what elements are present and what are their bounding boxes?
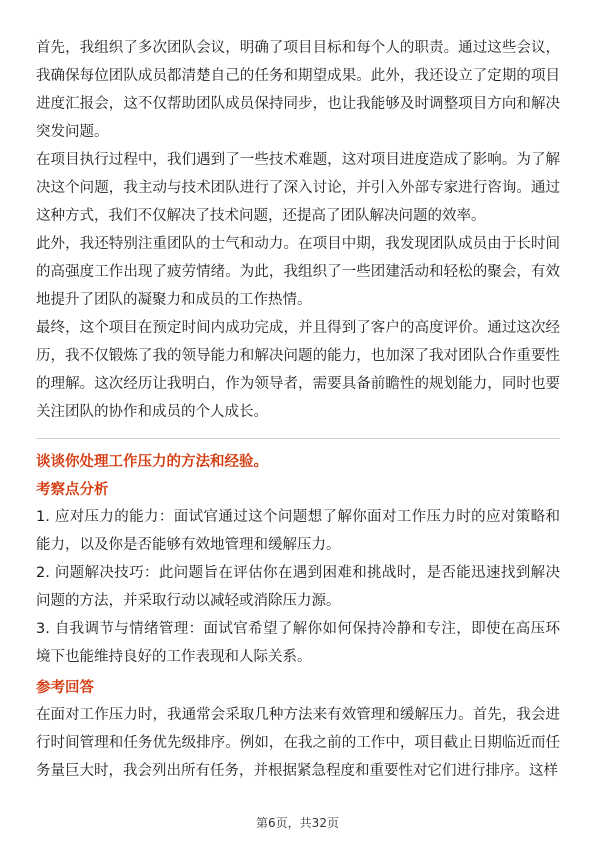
document-page	[36, 34, 560, 785]
analysis-item: 1. 应对压力的能力：面试官通过这个问题想了解你面对工作压力时的应对策略和能力，以及你是否能够有效地管理和缓解压力。	[36, 509, 560, 553]
analysis-item: 2. 问题解决技巧：此问题旨在评估你在遇到困难和挑战时，是否能迅速找到解决问题的方法，并采取行动以减轻或消除压力源。	[36, 565, 560, 609]
answer-paragraph: 在面对工作压力时，我通常会采取几种方法来有效管理和缓解压力。首先，我会进行时间管理和任务优先级排序。例如，在我之前的工作中，项目截止日期临近而任务量巨大时，我会列出所有任务，并根据紧急程度和重要性对它们进行排序。这样	[36, 707, 560, 779]
answer-title: 参考回答	[36, 680, 94, 696]
body-paragraph: 最终，这个项目在预定时间内成功完成，并且得到了客户的高度评价。通过这次经历，我不仅锻炼了我的领导能力和解决问题的能力，也加深了我对团队合作重要性的理解。这次经历让我明白，作为领导者，需要具备前瞻性的规划能力，同时也要关注团队的协作和成员的个人成长。	[36, 320, 560, 420]
question-heading: 谈谈你处理工作压力的方法和经验。	[36, 454, 268, 470]
analysis-title: 考察点分析	[36, 482, 109, 498]
analysis-item: 3. 自我调节与情绪管理：面试官希望了解你如何保持冷静和专注，即使在高压环境下也能维持良好的工作表现和人际关系。	[36, 621, 560, 665]
section-divider	[36, 438, 560, 439]
body-paragraph: 在项目执行过程中，我们遇到了一些技术难题，这对项目进度造成了影响。为了解决这个问题，我主动与技术团队进行了深入讨论，并引入外部专家进行咨询。通过这种方式，我们不仅解决了技术问题，还提高了团队解决问题的效率。	[36, 152, 560, 224]
body-paragraph: 此外，我还特别注重团队的士气和动力。在项目中期，我发现团队成员由于长时间的高强度工作出现了疲劳情绪。为此，我组织了一些团建活动和轻松的聚会，有效地提升了团队的凝聚力和成员的工作热情。	[36, 236, 560, 308]
body-paragraph: 首先，我组织了多次团队会议，明确了项目目标和每个人的职责。通过这些会议，我确保每位团队成员都清楚自己的任务和期望成果。此外，我还设立了定期的项目进度汇报会，这不仅帮助团队成员保持同步，也让我能够及时调整项目方向和解决突发问题。	[36, 40, 560, 140]
page-number: 第6页，共32页	[256, 816, 339, 830]
